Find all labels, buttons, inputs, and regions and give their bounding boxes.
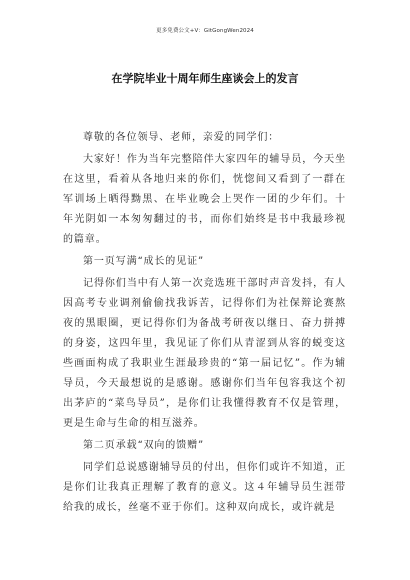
paragraph-section-2: 同学们总说感谢辅导员的付出，但你们或许不知道，正是你们让我真正理解了教育的意义。这４年辅导员生涯带给我的成长，丝毫不亚于你们。这种双向成长，或许就是 (63, 462, 346, 513)
document-body (63, 128, 346, 520)
paragraph-intro: 大家好！作为当年完整陪伴大家四年的辅导员，今天坐在这里，看着从各地归来的你们，恍惚间又看到了一群在军训场上晒得黝黑、在毕业晚会上哭作一团的少年们。十年光阴如一本匆匆翻过的书，而你们始终是书中我最珍视的篇章。 (63, 154, 346, 245)
section-heading-2: 第二页承载“双向的馈赠” (83, 440, 205, 451)
header-note: 更多免费公文+V：GitGongWen2024 (156, 28, 254, 34)
salutation: 尊敬的各位领导、老师，亲爱的同学们： (83, 132, 280, 143)
document-title: 在学院毕业十周年师生座谈会上的发言 (111, 72, 299, 85)
section-heading-1: 第一页写满“成长的见证” (83, 256, 205, 267)
paragraph-section-1: 记得你们当中有人第一次竞选班干部时声音发抖，有人因高考专业调剂偷偷找我诉苦，记得你们为社保辩论赛熬夜的黑眼圈，更记得你们为备战考研夜以继日、奋力拼搏的身姿，这四年里，我见证了你们从青涩到从容的蜕变这些画面构成了我职业生涯最珍贵的“第一届记忆”。作为辅导员，今天最想说的是感谢。感谢你们当年包容我这个初出茅庐的“菜鸟导员”，是你们让我懂得教育不仅是管理，更是生命与生命的相互滋养。 (63, 278, 346, 429)
